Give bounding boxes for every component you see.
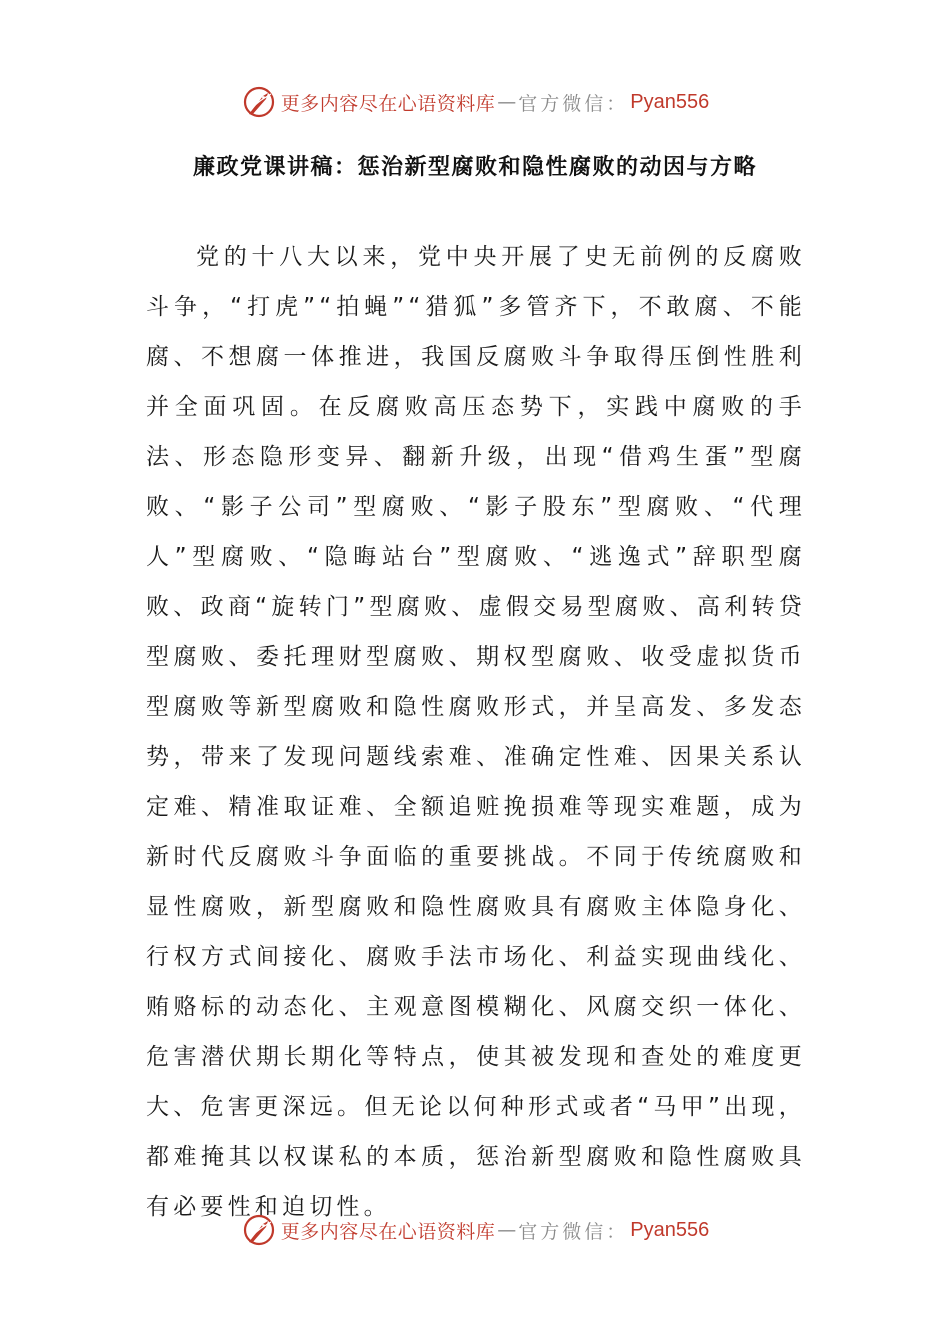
banner-wechat-id: Pyan556 (630, 1218, 710, 1241)
banner-dash: — (497, 91, 517, 113)
banner-wechat-id: Pyan556 (630, 90, 710, 113)
pen-nib-logo-icon (241, 1212, 277, 1248)
footer-banner (0, 1208, 950, 1252)
banner-dash: — (497, 1219, 517, 1241)
document-title: 廉政党课讲稿：惩治新型腐败和隐性腐败的动因与方略 (192, 155, 757, 180)
header-banner (0, 80, 950, 124)
banner-slogan: 更多内容尽在心语资料库 (280, 92, 496, 115)
pen-nib-logo-icon (241, 84, 277, 120)
banner-official-label: 官方微信： (518, 92, 629, 115)
body-paragraph: 党的十八大以来，党中央开展了史无前例的反腐败斗争，“打虎”“拍蝇”“猎狐”多管齐下，不敢腐、不能腐、不想腐一体推进，我国反腐败斗争取得压倒性胜利并全面巩固。在反腐败高压态势下，实践中腐败的手法、形态隐形变异、翻新升级，出现“借鸡生蛋”型腐败、“影子公司”型腐败、“影子股东”型腐败、“代理人”型腐败、“隐晦站台”型腐败、“逃逸式”辞职型腐败、政商“旋转门”型腐败、虚假交易型腐败、高利转贷型腐败、委托理财型腐败、期权型腐败、收受虚拟货币型腐败等新型腐败和隐性腐败形式，并呈高发、多发态势，带来了发现问题线索难、准确定性难、因果关系认定难、精准取证难、全额追赃挽损难等现实难题，成为新时代反腐败斗争面临的重要挑战。不同于传统腐败和显性腐败，新型腐败和隐性腐败具有腐败主体隐身化、行权方式间接化、腐败手法市场化、利益实现曲线化、贿赂标的动态化、主观意图模糊化、风腐交织一体化、危害潜伏期长期化等特点，使其被发现和查处的难度更大、危害更深远。但无论以何种形式或者“马甲”出现，都难掩其以权谋私的本质，惩治新型腐败和隐性腐败具有必要性和迫切性。 (146, 244, 806, 1220)
banner-official-label: 官方微信： (518, 1220, 629, 1243)
banner-slogan: 更多内容尽在心语资料库 (280, 1220, 496, 1243)
